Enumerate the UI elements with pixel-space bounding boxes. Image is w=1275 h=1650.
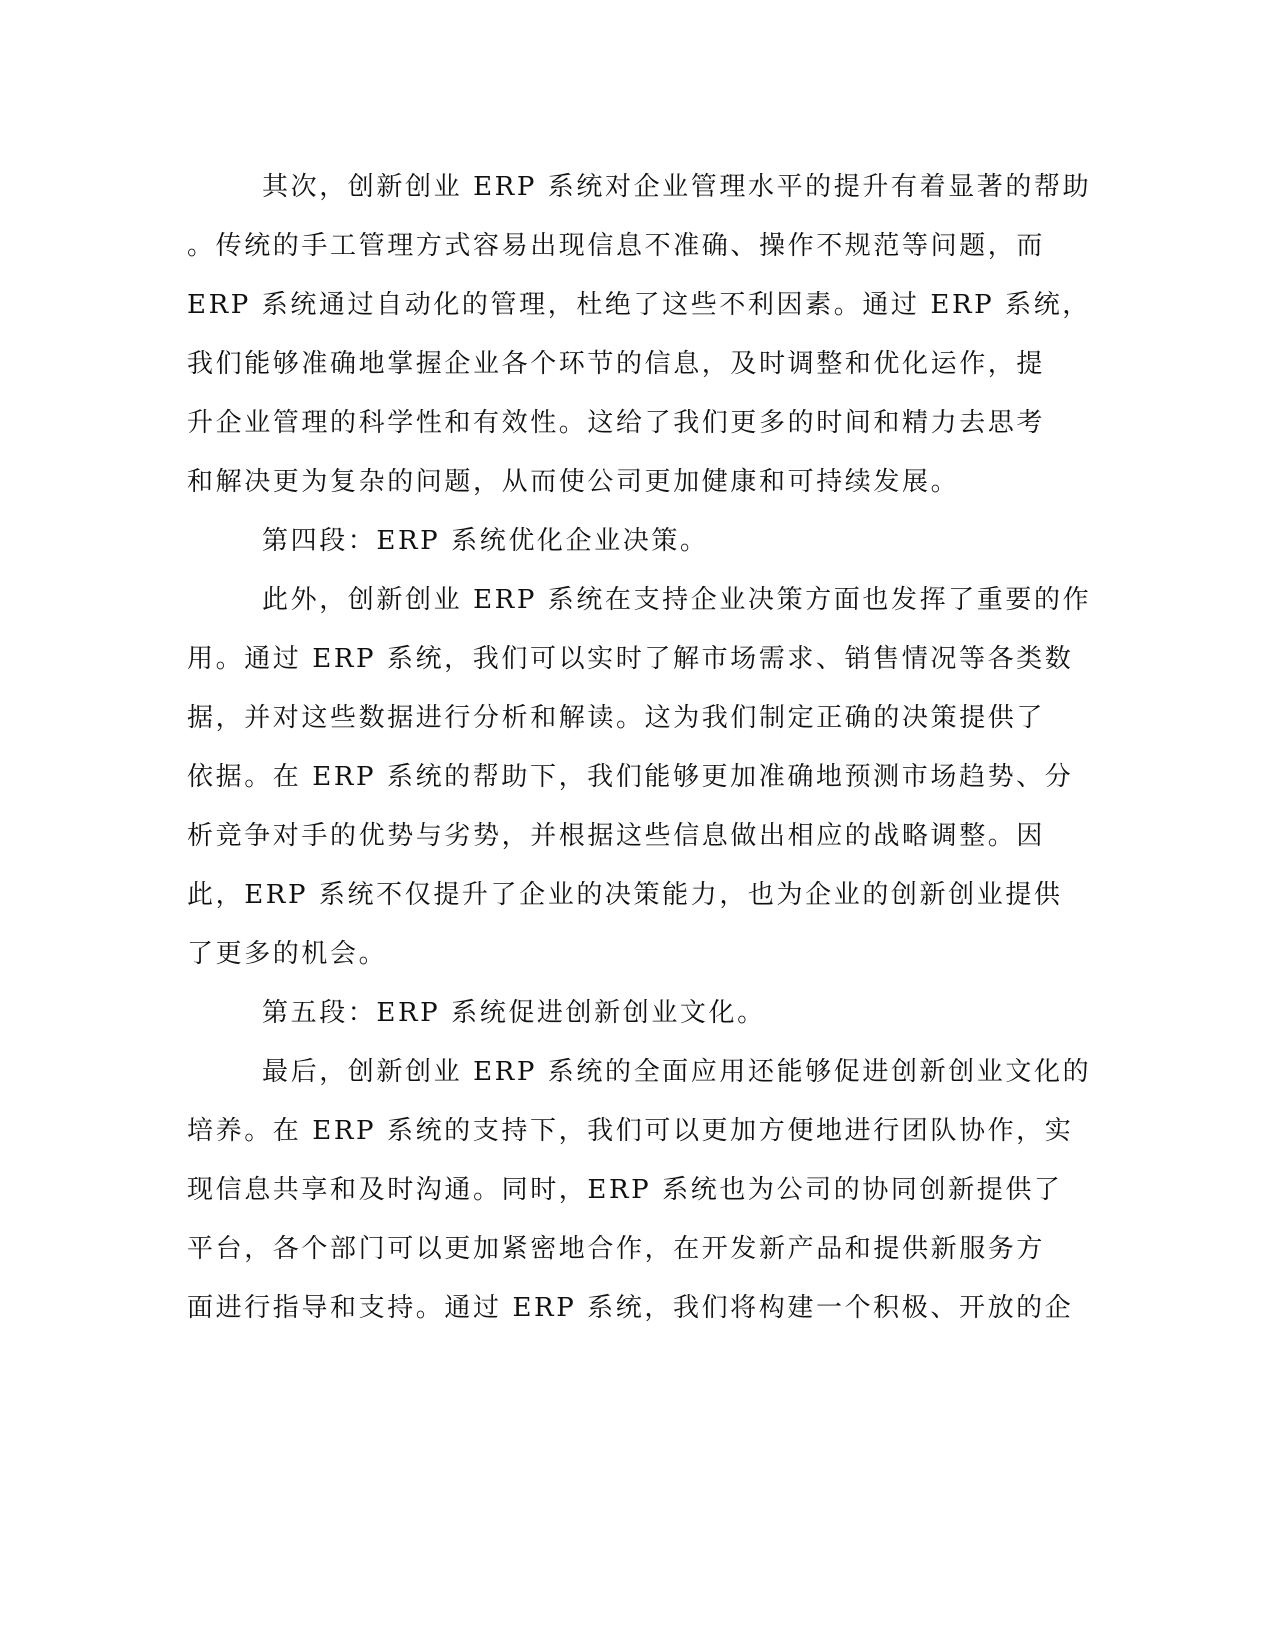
paragraph-line: 此，ERP 系统不仅提升了企业的决策能力，也为企业的创新创业提供 [187,880,1063,910]
paragraph-line: 据，并对这些数据进行分析和解读。这为我们制定正确的决策提供了 [187,703,1046,733]
paragraph-line: ERP 系统通过自动化的管理，杜绝了这些不利因素。通过 ERP 系统， [187,290,1091,320]
paragraph-line: 培养。在 ERP 系统的支持下，我们可以更加方便地进行团队协作，实 [187,1116,1074,1146]
paragraph-line: 面进行指导和支持。通过 ERP 系统，我们将构建一个积极、开放的企 [187,1293,1074,1323]
paragraph-line: 用。通过 ERP 系统，我们可以实时了解市场需求、销售情况等各类数 [187,644,1074,674]
paragraph-line: 依据。在 ERP 系统的帮助下，我们能够更加准确地预测市场趋势、分 [187,762,1074,792]
paragraph-line: 平台，各个部门可以更加紧密地合作，在开发新产品和提供新服务方 [187,1234,1046,1264]
paragraph-line: 其次，创新创业 ERP 系统对企业管理水平的提升有着显著的帮助 [262,172,1092,202]
section-heading: 第五段：ERP 系统促进创新创业文化。 [262,998,766,1028]
paragraph-line: 此外，创新创业 ERP 系统在支持企业决策方面也发挥了重要的作 [262,585,1092,615]
paragraph-line: 现信息共享和及时沟通。同时，ERP 系统也为公司的协同创新提供了 [187,1175,1063,1205]
paragraph-line: 我们能够准确地掌握企业各个环节的信息，及时调整和优化运作，提 [187,349,1046,379]
paragraph-line: 析竞争对手的优势与劣势，并根据这些信息做出相应的战略调整。因 [187,821,1046,851]
paragraph-line: 了更多的机会。 [187,939,388,969]
paragraph-line: 和解决更为复杂的问题，从而使公司更加健康和可持续发展。 [187,467,960,497]
paragraph-line: 最后，创新创业 ERP 系统的全面应用还能够促进创新创业文化的 [262,1057,1092,1087]
paragraph-line: 升企业管理的科学性和有效性。这给了我们更多的时间和精力去思考 [187,408,1046,438]
paragraph-line: 。传统的手工管理方式容易出现信息不准确、操作不规范等问题，而 [187,231,1046,261]
section-heading: 第四段：ERP 系统优化企业决策。 [262,526,709,556]
